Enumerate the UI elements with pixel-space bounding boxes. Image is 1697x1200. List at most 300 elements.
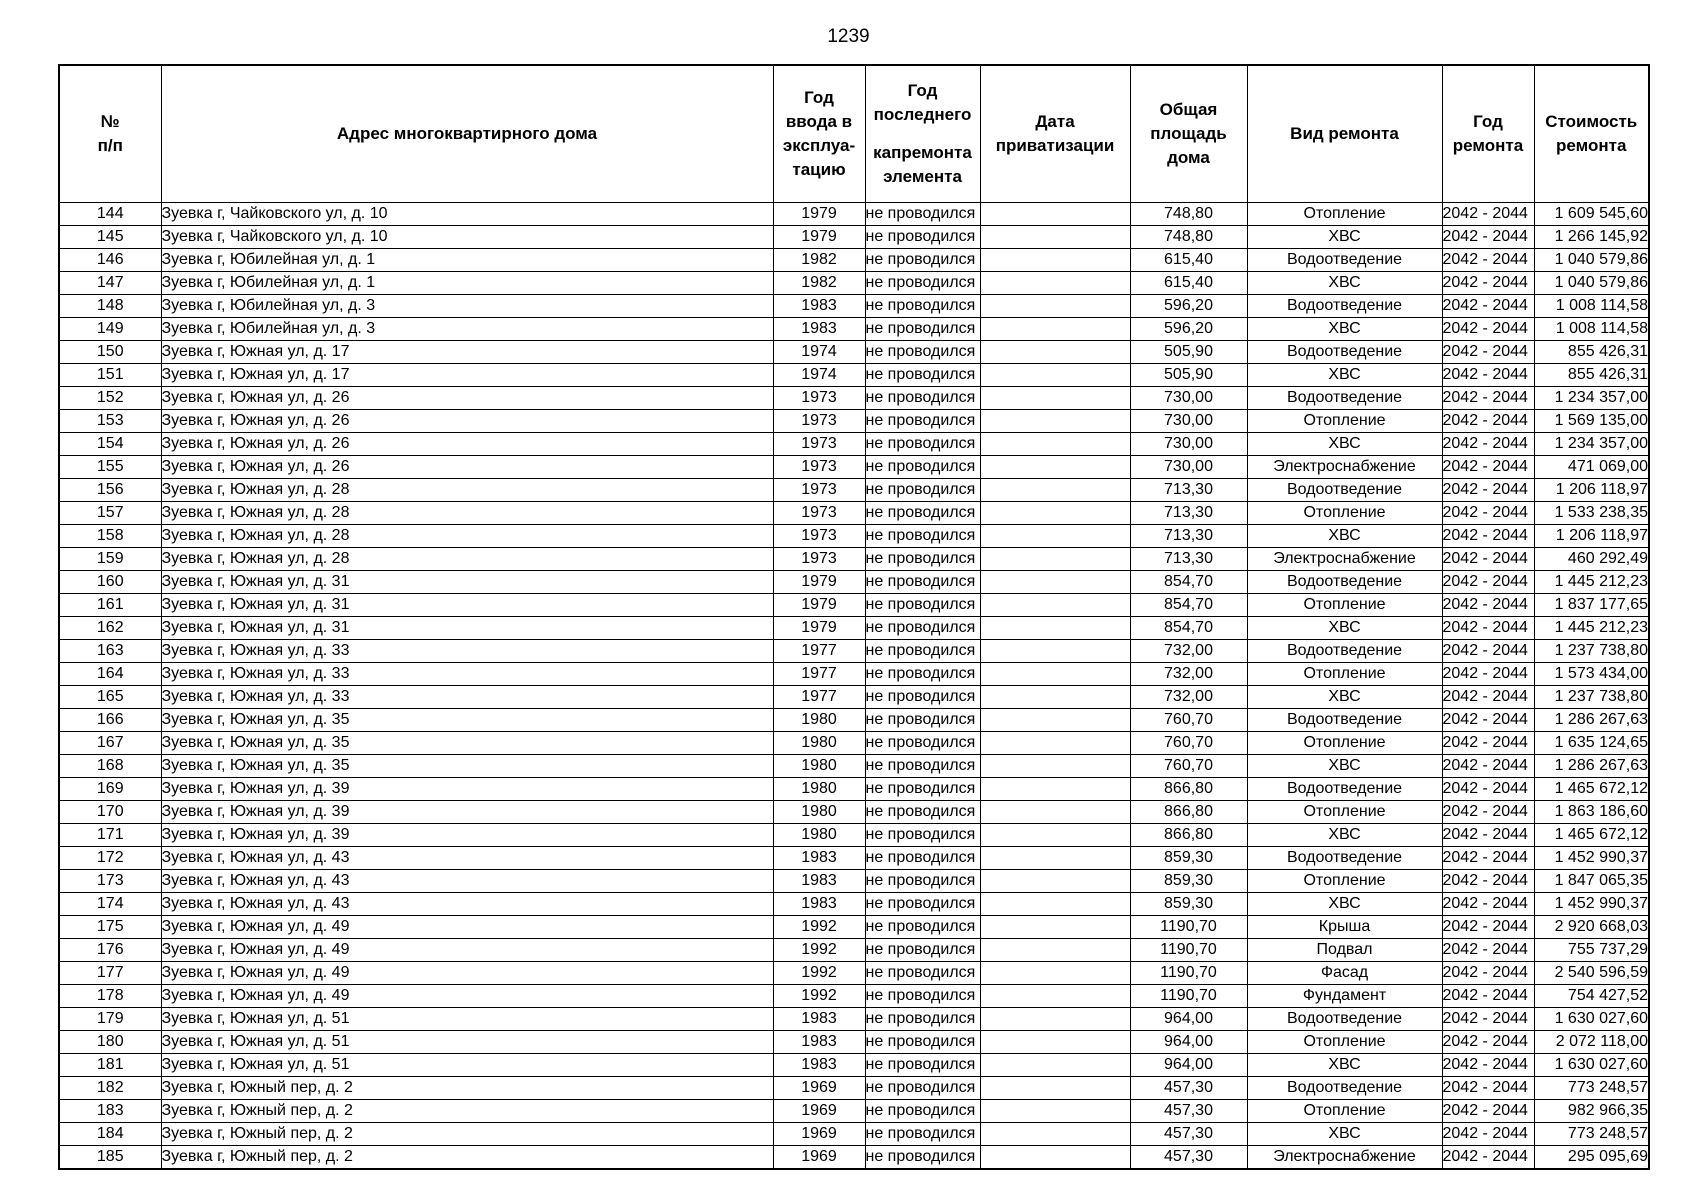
cost-cell: 1 206 118,97 [1534, 479, 1649, 502]
table-row [59, 1100, 1649, 1123]
table-row [59, 295, 1649, 318]
area-cell: 730,00 [1130, 410, 1247, 433]
address-cell: Зуевка г, Юбилейная ул, д. 3 [161, 295, 773, 318]
repair-type-cell: Водоотведение [1247, 295, 1442, 318]
last-repair-cell: не проводился [865, 732, 980, 755]
repair-type-cell: Отопление [1247, 870, 1442, 893]
address-cell: Зуевка г, Юбилейная ул, д. 3 [161, 318, 773, 341]
header-privatization: Дата приватизации [980, 65, 1130, 203]
repair-period-cell: 2042 - 2044 [1442, 755, 1534, 778]
repair-type-cell: Фундамент [1247, 985, 1442, 1008]
address-cell: Зуевка г, Южная ул, д. 43 [161, 870, 773, 893]
year-in-cell: 1974 [773, 364, 865, 387]
row-number-cell: 169 [59, 778, 161, 801]
cost-cell: 2 920 668,03 [1534, 916, 1649, 939]
last-repair-cell: не проводился [865, 985, 980, 1008]
address-cell: Зуевка г, Южная ул, д. 26 [161, 410, 773, 433]
table-row [59, 640, 1649, 663]
row-number-cell: 171 [59, 824, 161, 847]
cost-cell: 754 427,52 [1534, 985, 1649, 1008]
year-in-cell: 1973 [773, 433, 865, 456]
address-cell: Зуевка г, Южная ул, д. 49 [161, 985, 773, 1008]
privatization-cell [980, 1077, 1130, 1100]
cost-cell: 1 234 357,00 [1534, 387, 1649, 410]
year-in-cell: 1977 [773, 686, 865, 709]
privatization-cell [980, 939, 1130, 962]
cost-cell: 855 426,31 [1534, 341, 1649, 364]
repair-type-cell: ХВС [1247, 824, 1442, 847]
repair-period-cell: 2042 - 2044 [1442, 962, 1534, 985]
privatization-cell [980, 387, 1130, 410]
table-row [59, 801, 1649, 824]
cost-cell: 2 072 118,00 [1534, 1031, 1649, 1054]
last-repair-cell: не проводился [865, 203, 980, 226]
table-row [59, 1054, 1649, 1077]
privatization-cell [980, 732, 1130, 755]
area-cell: 859,30 [1130, 870, 1247, 893]
table-row [59, 870, 1649, 893]
repair-period-cell: 2042 - 2044 [1442, 249, 1534, 272]
repair-type-cell: Отопление [1247, 502, 1442, 525]
repair-period-cell: 2042 - 2044 [1442, 387, 1534, 410]
row-number-cell: 159 [59, 548, 161, 571]
repair-period-cell: 2042 - 2044 [1442, 433, 1534, 456]
area-cell: 760,70 [1130, 755, 1247, 778]
area-cell: 615,40 [1130, 272, 1247, 295]
year-in-cell: 1980 [773, 778, 865, 801]
header-num: № п/п [59, 65, 161, 203]
row-number-cell: 148 [59, 295, 161, 318]
privatization-cell [980, 985, 1130, 1008]
area-cell: 748,80 [1130, 203, 1247, 226]
area-cell: 713,30 [1130, 479, 1247, 502]
repair-type-cell: ХВС [1247, 318, 1442, 341]
repair-type-cell: Электроснабжение [1247, 548, 1442, 571]
privatization-cell [980, 226, 1130, 249]
address-cell: Зуевка г, Южный пер, д. 2 [161, 1077, 773, 1100]
repair-period-cell: 2042 - 2044 [1442, 1054, 1534, 1077]
address-cell: Зуевка г, Южная ул, д. 49 [161, 939, 773, 962]
last-repair-cell: не проводился [865, 1146, 980, 1170]
cost-cell: 1 609 545,60 [1534, 203, 1649, 226]
year-in-cell: 1974 [773, 341, 865, 364]
address-cell: Зуевка г, Южная ул, д. 31 [161, 571, 773, 594]
last-repair-cell: не проводился [865, 686, 980, 709]
repair-table [58, 64, 1650, 1170]
area-cell: 1190,70 [1130, 985, 1247, 1008]
repair-period-cell: 2042 - 2044 [1442, 732, 1534, 755]
row-number-cell: 172 [59, 847, 161, 870]
repair-type-cell: Отопление [1247, 1100, 1442, 1123]
privatization-cell [980, 1008, 1130, 1031]
area-cell: 964,00 [1130, 1008, 1247, 1031]
year-in-cell: 1979 [773, 571, 865, 594]
row-number-cell: 176 [59, 939, 161, 962]
area-cell: 760,70 [1130, 732, 1247, 755]
last-repair-cell: не проводился [865, 824, 980, 847]
table-row [59, 502, 1649, 525]
table-row [59, 916, 1649, 939]
address-cell: Зуевка г, Южная ул, д. 35 [161, 709, 773, 732]
table-row [59, 1008, 1649, 1031]
repair-period-cell: 2042 - 2044 [1442, 1077, 1534, 1100]
row-number-cell: 155 [59, 456, 161, 479]
last-repair-cell: не проводился [865, 870, 980, 893]
repair-period-cell: 2042 - 2044 [1442, 295, 1534, 318]
row-number-cell: 150 [59, 341, 161, 364]
privatization-cell [980, 364, 1130, 387]
cost-cell: 1 008 114,58 [1534, 295, 1649, 318]
last-repair-cell: не проводился [865, 341, 980, 364]
year-in-cell: 1973 [773, 479, 865, 502]
row-number-cell: 151 [59, 364, 161, 387]
privatization-cell [980, 617, 1130, 640]
address-cell: Зуевка г, Южная ул, д. 33 [161, 663, 773, 686]
address-cell: Зуевка г, Южная ул, д. 28 [161, 502, 773, 525]
repair-type-cell: Отопление [1247, 1031, 1442, 1054]
last-repair-cell: не проводился [865, 778, 980, 801]
cost-cell: 1 237 738,80 [1534, 640, 1649, 663]
row-number-cell: 163 [59, 640, 161, 663]
privatization-cell [980, 801, 1130, 824]
privatization-cell [980, 272, 1130, 295]
cost-cell: 1 040 579,86 [1534, 272, 1649, 295]
repair-period-cell: 2042 - 2044 [1442, 548, 1534, 571]
table-row [59, 663, 1649, 686]
year-in-cell: 1979 [773, 594, 865, 617]
cost-cell: 1 286 267,63 [1534, 755, 1649, 778]
privatization-cell [980, 778, 1130, 801]
address-cell: Зуевка г, Южная ул, д. 26 [161, 456, 773, 479]
repair-type-cell: Водоотведение [1247, 387, 1442, 410]
repair-period-cell: 2042 - 2044 [1442, 985, 1534, 1008]
cost-cell: 295 095,69 [1534, 1146, 1649, 1170]
last-repair-cell: не проводился [865, 916, 980, 939]
cost-cell: 1 237 738,80 [1534, 686, 1649, 709]
year-in-cell: 1983 [773, 318, 865, 341]
year-in-cell: 1979 [773, 226, 865, 249]
table-row [59, 617, 1649, 640]
address-cell: Зуевка г, Южная ул, д. 31 [161, 594, 773, 617]
area-cell: 1190,70 [1130, 939, 1247, 962]
table-row [59, 548, 1649, 571]
table-row [59, 525, 1649, 548]
repair-type-cell: Отопление [1247, 594, 1442, 617]
last-repair-cell: не проводился [865, 318, 980, 341]
address-cell: Зуевка г, Чайковского ул, д. 10 [161, 226, 773, 249]
repair-period-cell: 2042 - 2044 [1442, 686, 1534, 709]
repair-type-cell: Водоотведение [1247, 479, 1442, 502]
repair-type-cell: Крыша [1247, 916, 1442, 939]
row-number-cell: 154 [59, 433, 161, 456]
cost-cell: 1 286 267,63 [1534, 709, 1649, 732]
row-number-cell: 174 [59, 893, 161, 916]
year-in-cell: 1979 [773, 203, 865, 226]
year-in-cell: 1982 [773, 249, 865, 272]
year-in-cell: 1969 [773, 1123, 865, 1146]
address-cell: Зуевка г, Южная ул, д. 28 [161, 525, 773, 548]
cost-cell: 1 533 238,35 [1534, 502, 1649, 525]
repair-period-cell: 2042 - 2044 [1442, 1123, 1534, 1146]
privatization-cell [980, 502, 1130, 525]
header-row [59, 65, 1649, 203]
privatization-cell [980, 1100, 1130, 1123]
repair-type-cell: Водоотведение [1247, 1008, 1442, 1031]
last-repair-cell: не проводился [865, 755, 980, 778]
cost-cell: 1 465 672,12 [1534, 824, 1649, 847]
year-in-cell: 1973 [773, 548, 865, 571]
year-in-cell: 1983 [773, 1008, 865, 1031]
cost-cell: 1 847 065,35 [1534, 870, 1649, 893]
last-repair-cell: не проводился [865, 1123, 980, 1146]
year-in-cell: 1973 [773, 387, 865, 410]
cost-cell: 1 573 434,00 [1534, 663, 1649, 686]
table-row [59, 272, 1649, 295]
repair-type-cell: Подвал [1247, 939, 1442, 962]
repair-period-cell: 2042 - 2044 [1442, 318, 1534, 341]
year-in-cell: 1973 [773, 502, 865, 525]
cost-cell: 1 630 027,60 [1534, 1054, 1649, 1077]
row-number-cell: 168 [59, 755, 161, 778]
address-cell: Зуевка г, Южная ул, д. 51 [161, 1054, 773, 1077]
cost-cell: 1 445 212,23 [1534, 617, 1649, 640]
repair-type-cell: Отопление [1247, 732, 1442, 755]
repair-period-cell: 2042 - 2044 [1442, 617, 1534, 640]
year-in-cell: 1983 [773, 870, 865, 893]
cost-cell: 1 008 114,58 [1534, 318, 1649, 341]
privatization-cell [980, 893, 1130, 916]
repair-type-cell: Электроснабжение [1247, 456, 1442, 479]
cost-cell: 1 452 990,37 [1534, 847, 1649, 870]
table-row [59, 962, 1649, 985]
table-row [59, 341, 1649, 364]
privatization-cell [980, 1031, 1130, 1054]
row-number-cell: 147 [59, 272, 161, 295]
row-number-cell: 184 [59, 1123, 161, 1146]
row-number-cell: 182 [59, 1077, 161, 1100]
row-number-cell: 153 [59, 410, 161, 433]
repair-type-cell: Отопление [1247, 663, 1442, 686]
address-cell: Зуевка г, Южная ул, д. 43 [161, 847, 773, 870]
repair-type-cell: ХВС [1247, 893, 1442, 916]
repair-type-cell: ХВС [1247, 1054, 1442, 1077]
address-cell: Зуевка г, Чайковского ул, д. 10 [161, 203, 773, 226]
cost-cell: 460 292,49 [1534, 548, 1649, 571]
cost-cell: 1 206 118,97 [1534, 525, 1649, 548]
table-row [59, 778, 1649, 801]
cost-cell: 1 452 990,37 [1534, 893, 1649, 916]
last-repair-cell: не проводился [865, 1031, 980, 1054]
header-cost: Стоимость ремонта [1534, 65, 1649, 203]
table-row [59, 594, 1649, 617]
privatization-cell [980, 525, 1130, 548]
year-in-cell: 1980 [773, 732, 865, 755]
year-in-cell: 1983 [773, 847, 865, 870]
repair-period-cell: 2042 - 2044 [1442, 456, 1534, 479]
cost-cell: 982 966,35 [1534, 1100, 1649, 1123]
repair-period-cell: 2042 - 2044 [1442, 709, 1534, 732]
last-repair-cell: не проводился [865, 548, 980, 571]
repair-period-cell: 2042 - 2044 [1442, 272, 1534, 295]
area-cell: 1190,70 [1130, 916, 1247, 939]
privatization-cell [980, 1123, 1130, 1146]
address-cell: Зуевка г, Южная ул, д. 39 [161, 824, 773, 847]
cost-cell: 1 040 579,86 [1534, 249, 1649, 272]
last-repair-cell: не проводился [865, 939, 980, 962]
year-in-cell: 1969 [773, 1077, 865, 1100]
repair-type-cell: Водоотведение [1247, 640, 1442, 663]
address-cell: Зуевка г, Южная ул, д. 17 [161, 364, 773, 387]
repair-type-cell: ХВС [1247, 364, 1442, 387]
row-number-cell: 166 [59, 709, 161, 732]
area-cell: 457,30 [1130, 1100, 1247, 1123]
repair-period-cell: 2042 - 2044 [1442, 847, 1534, 870]
repair-type-cell: Отопление [1247, 410, 1442, 433]
row-number-cell: 144 [59, 203, 161, 226]
privatization-cell [980, 433, 1130, 456]
year-in-cell: 1983 [773, 295, 865, 318]
last-repair-cell: не проводился [865, 226, 980, 249]
last-repair-cell: не проводился [865, 525, 980, 548]
year-in-cell: 1982 [773, 272, 865, 295]
address-cell: Зуевка г, Южная ул, д. 17 [161, 341, 773, 364]
last-repair-cell: не проводился [865, 1100, 980, 1123]
row-number-cell: 165 [59, 686, 161, 709]
address-cell: Зуевка г, Южная ул, д. 51 [161, 1031, 773, 1054]
last-repair-cell: не проводился [865, 1077, 980, 1100]
table-row [59, 1146, 1649, 1170]
area-cell: 457,30 [1130, 1123, 1247, 1146]
table-row [59, 571, 1649, 594]
repair-period-cell: 2042 - 2044 [1442, 1146, 1534, 1170]
repair-type-cell: ХВС [1247, 686, 1442, 709]
address-cell: Зуевка г, Южная ул, д. 33 [161, 640, 773, 663]
table-row [59, 1031, 1649, 1054]
privatization-cell [980, 571, 1130, 594]
address-cell: Зуевка г, Южная ул, д. 51 [161, 1008, 773, 1031]
repair-period-cell: 2042 - 2044 [1442, 824, 1534, 847]
area-cell: 866,80 [1130, 778, 1247, 801]
repair-period-cell: 2042 - 2044 [1442, 341, 1534, 364]
repair-type-cell: Водоотведение [1247, 847, 1442, 870]
cost-cell: 1 569 135,00 [1534, 410, 1649, 433]
table-row [59, 203, 1649, 226]
area-cell: 1190,70 [1130, 962, 1247, 985]
table-row [59, 732, 1649, 755]
last-repair-cell: не проводился [865, 594, 980, 617]
address-cell: Зуевка г, Южная ул, д. 35 [161, 755, 773, 778]
table-row [59, 686, 1649, 709]
repair-type-cell: ХВС [1247, 1123, 1442, 1146]
address-cell: Зуевка г, Юбилейная ул, д. 1 [161, 249, 773, 272]
row-number-cell: 157 [59, 502, 161, 525]
repair-type-cell: Водоотведение [1247, 249, 1442, 272]
privatization-cell [980, 870, 1130, 893]
privatization-cell [980, 295, 1130, 318]
privatization-cell [980, 1146, 1130, 1170]
repair-type-cell: ХВС [1247, 755, 1442, 778]
privatization-cell [980, 548, 1130, 571]
repair-period-cell: 2042 - 2044 [1442, 640, 1534, 663]
table-row [59, 755, 1649, 778]
repair-period-cell: 2042 - 2044 [1442, 916, 1534, 939]
repair-type-cell: ХВС [1247, 617, 1442, 640]
privatization-cell [980, 686, 1130, 709]
cost-cell: 1 445 212,23 [1534, 571, 1649, 594]
year-in-cell: 1992 [773, 939, 865, 962]
area-cell: 505,90 [1130, 341, 1247, 364]
last-repair-cell: не проводился [865, 387, 980, 410]
table-row [59, 249, 1649, 272]
table-row [59, 410, 1649, 433]
year-in-cell: 1973 [773, 456, 865, 479]
area-cell: 457,30 [1130, 1146, 1247, 1170]
table-row [59, 456, 1649, 479]
repair-period-cell: 2042 - 2044 [1442, 663, 1534, 686]
area-cell: 457,30 [1130, 1077, 1247, 1100]
table-row [59, 364, 1649, 387]
row-number-cell: 183 [59, 1100, 161, 1123]
row-number-cell: 145 [59, 226, 161, 249]
year-in-cell: 1979 [773, 617, 865, 640]
year-in-cell: 1980 [773, 801, 865, 824]
area-cell: 505,90 [1130, 364, 1247, 387]
privatization-cell [980, 203, 1130, 226]
cost-cell: 1 630 027,60 [1534, 1008, 1649, 1031]
table-row [59, 893, 1649, 916]
last-repair-cell: не проводился [865, 571, 980, 594]
privatization-cell [980, 824, 1130, 847]
last-repair-cell: не проводился [865, 709, 980, 732]
repair-type-cell: Водоотведение [1247, 571, 1442, 594]
row-number-cell: 158 [59, 525, 161, 548]
repair-type-cell: Водоотведение [1247, 1077, 1442, 1100]
repair-type-cell: Фасад [1247, 962, 1442, 985]
privatization-cell [980, 1054, 1130, 1077]
header-last-repair: Год последнего капремонта элемента [865, 65, 980, 203]
repair-type-cell: Отопление [1247, 801, 1442, 824]
area-cell: 730,00 [1130, 387, 1247, 410]
header-year-in: Год ввода в эксплуа- тацию [773, 65, 865, 203]
table-row [59, 1077, 1649, 1100]
last-repair-cell: не проводился [865, 847, 980, 870]
address-cell: Зуевка г, Южная ул, д. 39 [161, 801, 773, 824]
area-cell: 748,80 [1130, 226, 1247, 249]
area-cell: 713,30 [1130, 502, 1247, 525]
repair-period-cell: 2042 - 2044 [1442, 1031, 1534, 1054]
repair-period-cell: 2042 - 2044 [1442, 893, 1534, 916]
year-in-cell: 1980 [773, 709, 865, 732]
last-repair-cell: не проводился [865, 433, 980, 456]
privatization-cell [980, 410, 1130, 433]
area-cell: 854,70 [1130, 617, 1247, 640]
address-cell: Зуевка г, Юбилейная ул, д. 1 [161, 272, 773, 295]
area-cell: 854,70 [1130, 594, 1247, 617]
privatization-cell [980, 479, 1130, 502]
address-cell: Зуевка г, Южная ул, д. 35 [161, 732, 773, 755]
year-in-cell: 1969 [773, 1146, 865, 1170]
last-repair-cell: не проводился [865, 272, 980, 295]
address-cell: Зуевка г, Южная ул, д. 28 [161, 548, 773, 571]
repair-period-cell: 2042 - 2044 [1442, 502, 1534, 525]
privatization-cell [980, 962, 1130, 985]
privatization-cell [980, 341, 1130, 364]
last-repair-cell: не проводился [865, 1054, 980, 1077]
area-cell: 730,00 [1130, 456, 1247, 479]
address-cell: Зуевка г, Южная ул, д. 26 [161, 433, 773, 456]
area-cell: 866,80 [1130, 801, 1247, 824]
cost-cell: 1 635 124,65 [1534, 732, 1649, 755]
